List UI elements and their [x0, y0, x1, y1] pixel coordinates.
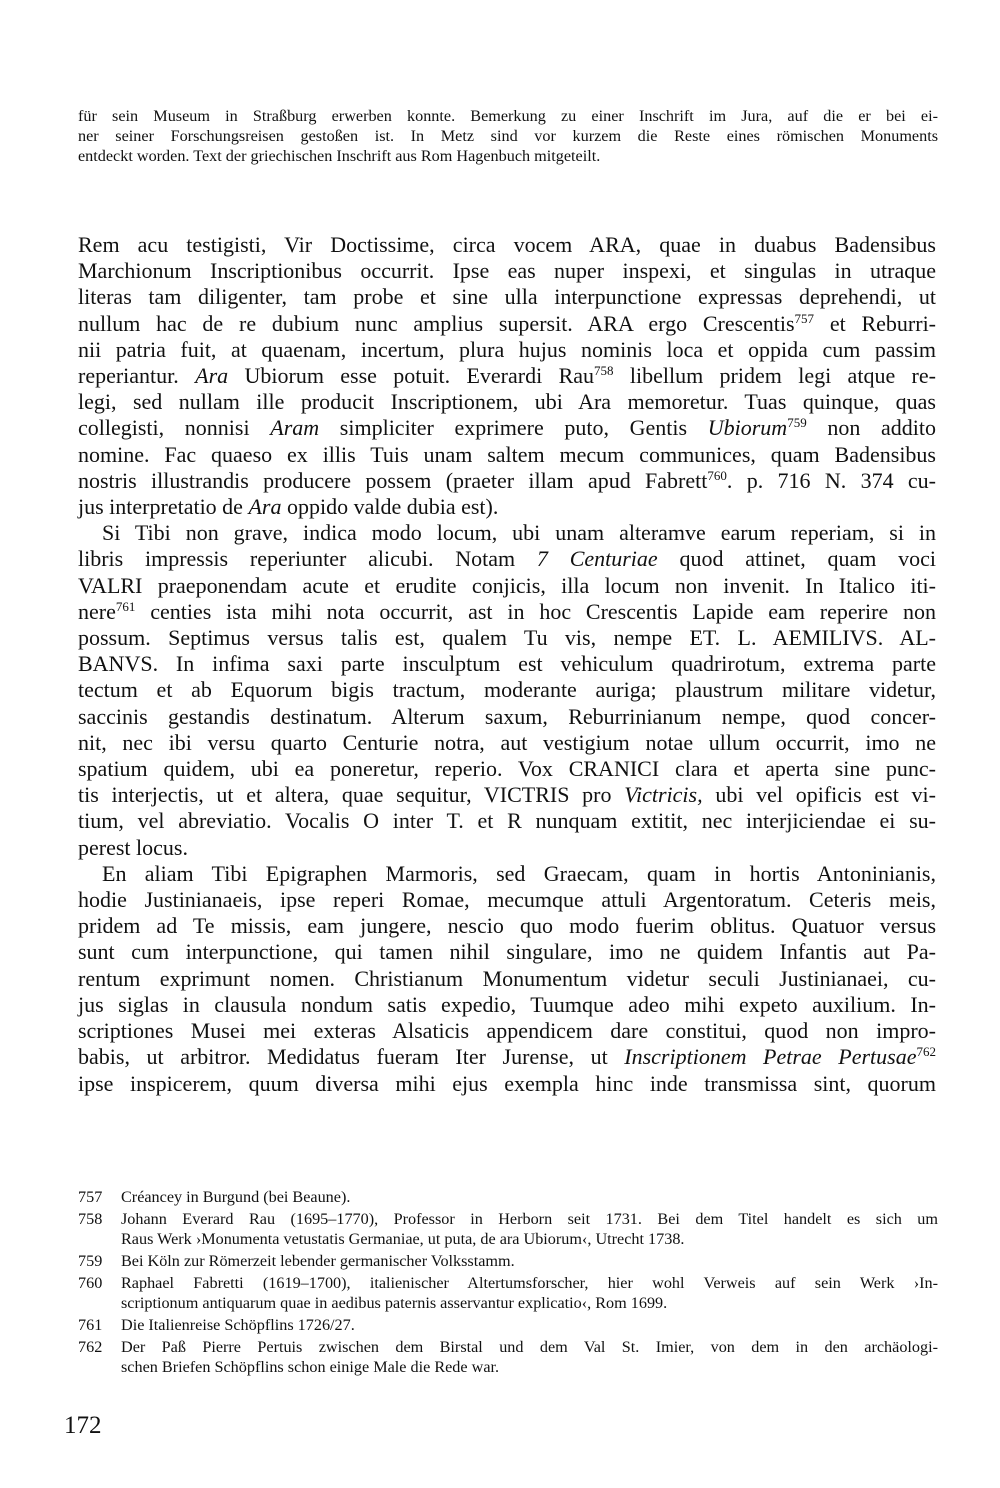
- body-line: [78, 546, 936, 572]
- footnote-line: Créancey in Burgund (bei Beaune).: [121, 1188, 351, 1206]
- italic-term: 7 Centuriae: [536, 546, 658, 572]
- letter-body: [78, 232, 936, 1097]
- body-line: nomine. Fac quaeso ex illis Tuis unam saltem mecum communices, quam Badensibus: [78, 441, 936, 467]
- footnote-text: [121, 1187, 938, 1207]
- body-line: Rem acu testigisti, Vir Doctissime, circa vocem ARA, quae in duabus Badensibus: [78, 232, 936, 257]
- footnote-line: Johann Everard Rau (1695–1770), Professor in Herborn seit 1731. Bei dem Titel handelt es sich um: [121, 1210, 938, 1228]
- body-text-run: oppido valde dubia est).: [281, 494, 499, 520]
- footnote-text: [121, 1209, 938, 1249]
- body-text-run: babis, ut arbitror. Medidatus fueram Iter Jurense, ut: [78, 1044, 625, 1070]
- body-text-run: non addito: [806, 415, 936, 441]
- footnote-760: [78, 1273, 938, 1313]
- footnote-line: Der Paß Pierre Pertuis zwischen dem Birstal und dem Val St. Imier, von dem in den archäologi-: [121, 1338, 938, 1356]
- body-text-run: centies ista mihi nota occurrit, ast in hoc Crescentis Lapide eam reperire non: [135, 598, 936, 624]
- body-line: tium, vel abreviatio. Vocalis O inter T. et R nunquam extitit, nec interjiciendae ei su-: [78, 808, 936, 834]
- body-line: legi, sed nullam ille producit Inscriptionem, ubi Ara memoretur. Tuas quinque, quas: [78, 389, 936, 415]
- summary-line: entdeckt worden. Text der griechischen Inschrift aus Rom Hagenbuch mitgeteilt.: [78, 147, 601, 165]
- footnote-line: schen Briefen Schöpflins schon einige Male die Rede war.: [121, 1358, 500, 1376]
- body-line: VALRI praeponendam acute et erudite conjicis, illa locum non invenit. In Italico iti-: [78, 572, 936, 598]
- page-number: 172: [64, 1412, 102, 1439]
- body-line: [78, 363, 936, 389]
- body-line: [78, 415, 936, 441]
- body-line: scriptiones Musei mei exteras Alsaticis appendicem dare constitui, quod non impro-: [78, 1018, 936, 1044]
- summary-line: für sein Museum in Straßburg erwerben konnte. Bemerkung zu einer Inschrift im Jura, auf die er bei ei-: [78, 107, 938, 125]
- body-line: nit, nec ibi versu quarto Centurie notra, aut vestigium notae ullum occurrit, imo ne: [78, 729, 936, 755]
- footnote-number: 757: [78, 1188, 103, 1206]
- footnote-line: Raphael Fabretti (1619–1700), italienischer Altertumsforscher, hier wohl Verweis auf sein Werk ›In-: [121, 1274, 938, 1292]
- footnote-762: [78, 1337, 938, 1377]
- footnote-759: [78, 1251, 938, 1271]
- footnote-number: 759: [78, 1252, 103, 1270]
- body-line: [78, 1044, 936, 1070]
- body-text-run: nostris illustrandis producere possem (praeter illam apud Fabrett: [78, 467, 708, 493]
- italic-term: Aram: [270, 415, 320, 441]
- summary-line: ner seiner Forschungsreisen gestoßen ist. In Metz sind vor kurzem die Reste eines römischen Monuments: [78, 127, 938, 145]
- body-text-run: et Reburri-: [814, 310, 937, 336]
- italic-term: Inscriptionem Petrae Pertusae: [624, 1044, 917, 1070]
- body-text-run: nullum hac de re dubium nunc amplius supersit. ARA ergo Crescentis: [78, 310, 795, 336]
- footnote-757: [78, 1187, 938, 1207]
- body-text-run: nere: [78, 598, 116, 624]
- footnote-line: Bei Köln zur Römerzeit lebender germanischer Volksstamm.: [121, 1252, 515, 1270]
- italic-term: Ara: [248, 494, 282, 520]
- body-line: sunt cum interpunctione, qui tamen nihil singulare, imo ne quidem Infantis aut Pa-: [78, 939, 936, 965]
- body-text-run: ubi vel opificis est vi-: [702, 782, 936, 808]
- footnote-text: [121, 1273, 938, 1313]
- body-text-run: Ubiorum esse potuit. Everardi Rau: [228, 363, 595, 389]
- footnote-number: 758: [78, 1210, 103, 1228]
- body-line: Si Tibi non grave, indica modo locum, ubi unam alteramve earum reperiam, si in: [102, 520, 936, 546]
- body-line: possum. Septimus versus talis est, qualem Tu vis, nempe ET. L. AEMILIVS. AL-: [78, 625, 936, 651]
- footnote-number: 761: [78, 1316, 103, 1334]
- body-line: saccinis gestandis destinatum. Alterum saxum, Reburrinianum nempe, quod concer-: [78, 703, 936, 729]
- body-line: perest locus.: [78, 834, 188, 860]
- body-text-run: libris impressis reperiunter alicubi. Notam: [78, 546, 537, 572]
- footnote-number: 760: [78, 1274, 103, 1292]
- body-line: [78, 599, 936, 625]
- body-line: Marchionum Inscriptionibus occurrit. Ipse eas nuper inspexi, et singulas in utraque: [78, 258, 936, 284]
- footnote-line: scriptionum antiquarum quae in aedibus paternis asservantur explicatio‹, Rom 1699.: [121, 1294, 668, 1312]
- footnote-ref-759: 759: [787, 415, 807, 431]
- footnote-ref-762: 762: [916, 1044, 936, 1060]
- footnote-text: [121, 1337, 938, 1377]
- body-text-run: collegisti, nonnisi: [78, 415, 271, 441]
- body-line: En aliam Tibi Epigraphen Marmoris, sed Graecam, quam in hortis Antoninianis,: [102, 860, 936, 886]
- body-line: hodie Justinianaeis, ipse reperi Romae, mecumque attuli Argentoratum. Ceteris meis,: [78, 887, 936, 913]
- body-line: spatium quidem, ubi ea poneretur, reperio. Vox CRANICI clara et aperta sine punc-: [78, 756, 936, 782]
- footnotes: [78, 1187, 938, 1379]
- italic-term: Ara: [195, 363, 229, 389]
- body-text-run: reperiantur.: [78, 363, 196, 389]
- body-text-run: libellum pridem legi atque re-: [613, 363, 936, 389]
- body-line: [78, 782, 936, 808]
- body-line: ipse inspicerem, quum diversa mihi ejus exempla hinc inde transmissa sint, quorum: [78, 1070, 936, 1096]
- footnote-ref-757: 757: [794, 310, 815, 326]
- footnote-ref-760: 760: [707, 467, 727, 483]
- footnote-text: [121, 1315, 938, 1335]
- italic-term: Victricis,: [624, 782, 703, 808]
- footnote-ref-761: 761: [115, 598, 136, 614]
- footnote-line: Die Italienreise Schöpflins 1726/27.: [121, 1316, 355, 1334]
- body-line: literas tam diligenter, tam probe et sine ulla interpunctione expressas deprehendi, ut: [78, 284, 936, 310]
- footnote-line: Raus Werk ›Monumenta vetustatis Germaniae, ut puta, de ara Ubiorum‹, Utrecht 1738.: [121, 1230, 685, 1248]
- body-line: [78, 494, 936, 520]
- body-line: rentum exprimunt nomen. Christianum Monumentum videtur seculi Justinianaei, cu-: [78, 965, 936, 991]
- body-line: tectum et ab Equorum bigis tractum, moderante auriga; plaustrum militare videtur,: [78, 677, 936, 703]
- footnote-text: [121, 1251, 938, 1271]
- body-text-run: . p. 716 N. 374 cu-: [726, 467, 936, 493]
- body-text-run: jus interpretatio de: [78, 494, 249, 520]
- body-line: [78, 311, 936, 337]
- body-text-run: tis interjectis, ut et altera, quae sequitur, VICTRIS pro: [78, 782, 625, 808]
- body-line: jus siglas in clausula nondum satis expedio, Tuumque adeo mihi expeto auxilium. In-: [78, 991, 936, 1017]
- footnote-761: [78, 1315, 938, 1335]
- letter-summary: [78, 106, 938, 166]
- body-text-run: quod attinet, quam voci: [657, 546, 936, 572]
- body-text-run: simpliciter exprimere puto, Gentis: [319, 415, 708, 441]
- body-line: pridem ad Te missis, eam jungere, nescio quo modo fuerim oblitus. Quatuor versus: [78, 913, 936, 939]
- body-line: [78, 468, 936, 494]
- body-line: BANVS. In infima saxi parte insculptum est vehiculum quadrirotum, extrema parte: [78, 651, 936, 677]
- body-line: nii patria fuit, at quaenam, incertum, plura hujus nominis loca et oppida cum passim: [78, 336, 936, 362]
- footnote-ref-758: 758: [594, 363, 614, 379]
- footnote-758: [78, 1209, 938, 1249]
- italic-term: Ubiorum: [707, 415, 788, 441]
- footnote-number: 762: [78, 1338, 103, 1356]
